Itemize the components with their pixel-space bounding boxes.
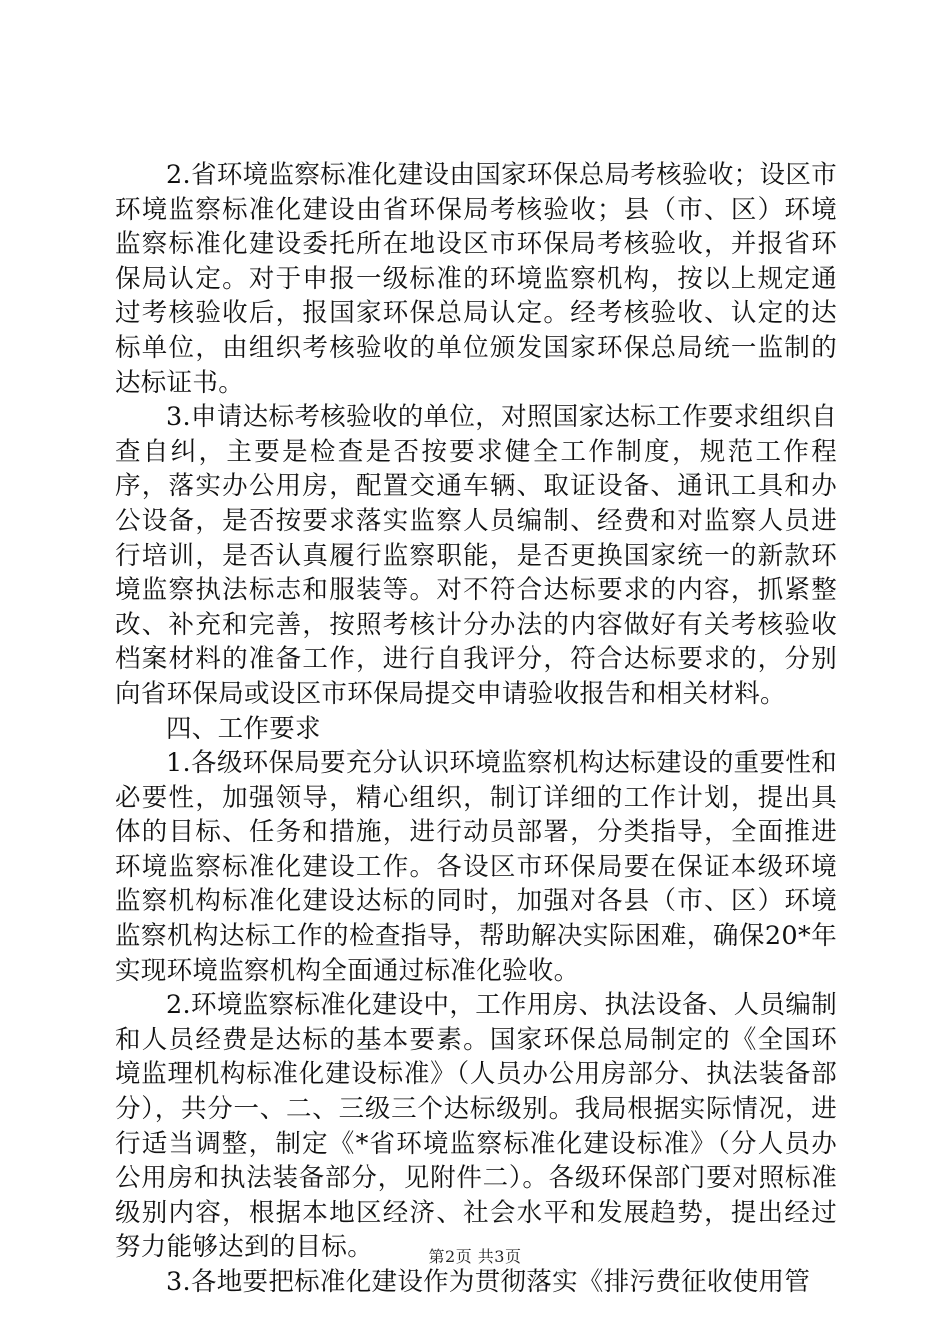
paragraph-acceptance-levels: 2.省环境监察标准化建设由国家环保总局考核验收；设区市环境监察标准化建设由省环保局考核验收；县（市、区）环境监察标准化建设委托所在地设区市环保局考核验收，并报省环保局认定。对于申报一级标准的环境监察机构，按以上规定通过考核验收后，报国家环保总局认定。经考核验收、认定的达标单位，由组织考核验收的单位颁发国家环保总局统一监制的达标证书。 (115, 160, 837, 398)
page-footer: 第2页 共3页 (428, 1247, 522, 1266)
paragraph-leadership: 1.各级环保局要充分认识环境监察机构达标建设的重要性和必要性，加强领导，精心组织，制订详细的工作计划，提出具体的目标、任务和措施，进行动员部署，分类指导，全面推进环境监察标准化建设工作。各设区市环保局要在保证本级环境监察机构标准化建设达标的同时，加强对各县（市、区）环境监察机构达标工作的检查指导，帮助解决实际困难，确保20*年实现环境监察机构全面通过标准化验收。 (115, 748, 837, 986)
document-body (115, 158, 837, 1300)
paragraph-implementation: 3.各地要把标准化建设作为贯彻落实《排污费征收使用管 (166, 1267, 811, 1297)
paragraph-self-inspection: 3.申请达标考核验收的单位，对照国家达标工作要求组织自查自纠，主要是检查是否按要求健全工作制度，规范工作程序，落实办公用房，配置交通车辆、取证设备、通讯工具和办公设备，是否按要求落实监察人员编制、经费和对监察人员进行培训，是否认真履行监察职能，是否更换国家统一的新款环境监察执法标志和服装等。对不符合达标要求的内容，抓紧整改、补充和完善，按照考核计分办法的内容做好有关考核验收档案材料的准备工作，进行自我评分，符合达标要求的，分别向省环保局或设区市环保局提交申请验收报告和相关材料。 (115, 402, 837, 709)
paragraph-basic-elements: 2.环境监察标准化建设中，工作用房、执法设备、人员编制和人员经费是达标的基本要素。国家环保总局制定的《全国环境监理机构标准化建设标准》（人员办公用房部分、执法装备部分），共分一、二、三级三个达标级别。我局根据实际情况，进行适当调整，制定《*省环境监察标准化建设标准》（分人员办公用房和执法装备部分，见附件二）。各级环保部门要对照标准级别内容，根据本地区经济、社会水平和发展趋势，提出经过努力能够达到的目标。 (115, 990, 837, 1263)
section-heading-work-requirements: 四、工作要求 (166, 713, 321, 744)
